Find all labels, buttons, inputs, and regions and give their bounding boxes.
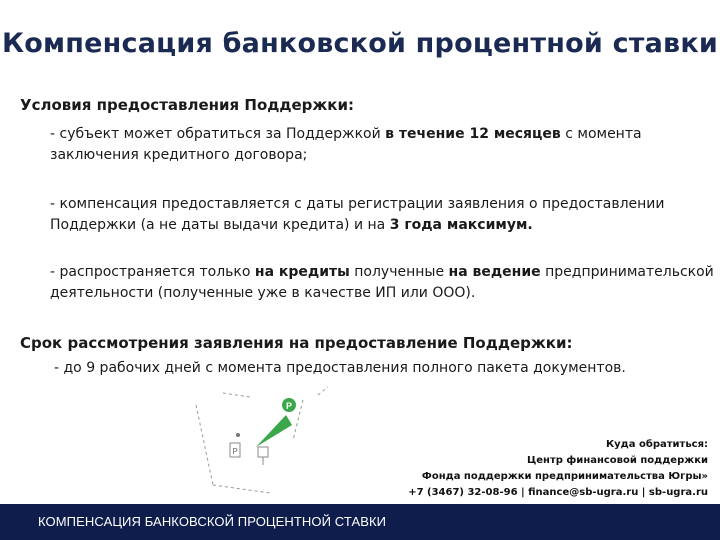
condition-item-3-line1 bbox=[50, 262, 714, 283]
footer-label: КОМПЕНСАЦИЯ БАНКОВСКОЙ ПРОЦЕНТНОЙ СТАВКИ bbox=[38, 514, 387, 529]
condition-item-1-line2: заключения кредитного договора; bbox=[50, 147, 308, 163]
condition-item-1-line1 bbox=[50, 124, 700, 145]
review-detail: - до 9 рабочих дней с момента предоставления полного пакета документов. bbox=[54, 360, 626, 376]
map-pin-letter: P bbox=[285, 401, 293, 411]
condition-item-1 bbox=[50, 124, 700, 166]
contact-org: Центр финансовой поддержки bbox=[526, 455, 708, 466]
condition-text: полученные bbox=[349, 264, 449, 280]
condition-text: - распространяется только bbox=[50, 264, 255, 280]
parking-sign-letter: P bbox=[232, 447, 238, 456]
condition-text: с момента bbox=[560, 126, 642, 142]
small-dot-icon bbox=[236, 433, 240, 437]
contact-fund: Фонда поддержки предпринимательства Югры» bbox=[421, 471, 708, 482]
condition-item-2-line1: - компенсация предоставляется с даты регистрации заявления о предоставлении bbox=[50, 196, 665, 212]
condition-emphasis: на ведение bbox=[448, 264, 541, 280]
condition-text: предпринимательской bbox=[540, 264, 714, 280]
condition-text: Поддержки (а не даты выдачи кредита) и на bbox=[50, 217, 390, 233]
footer-bar bbox=[0, 504, 720, 540]
parking-map-illustration bbox=[178, 385, 328, 500]
condition-item-2-line2 bbox=[50, 215, 700, 236]
route-wedge bbox=[256, 415, 292, 447]
contact-heading: Куда обратиться: bbox=[605, 439, 708, 450]
contact-block bbox=[408, 437, 708, 501]
conditions-heading: Условия предоставления Поддержки: bbox=[20, 96, 354, 114]
condition-emphasis: на кредиты bbox=[254, 264, 350, 280]
dashed-guide-lines bbox=[196, 387, 328, 493]
condition-text: - субъект может обратиться за Поддержкой bbox=[50, 126, 386, 142]
condition-emphasis: 3 года максимум. bbox=[389, 217, 533, 233]
review-heading: Срок рассмотрения заявления на предоставление Поддержки: bbox=[20, 334, 573, 352]
condition-item-3-line2: деятельности (полученные уже в качестве ИП или ООО). bbox=[50, 285, 476, 301]
condition-item-3 bbox=[50, 262, 714, 304]
page-title: Компенсация банковской процентной ставки bbox=[2, 28, 718, 59]
condition-item-2 bbox=[50, 194, 700, 236]
condition-emphasis: в течение 12 месяцев bbox=[385, 126, 561, 142]
contact-details: +7 (3467) 32-08-96 | finance@sb-ugra.ru | sb-ugra.ru bbox=[408, 487, 708, 498]
